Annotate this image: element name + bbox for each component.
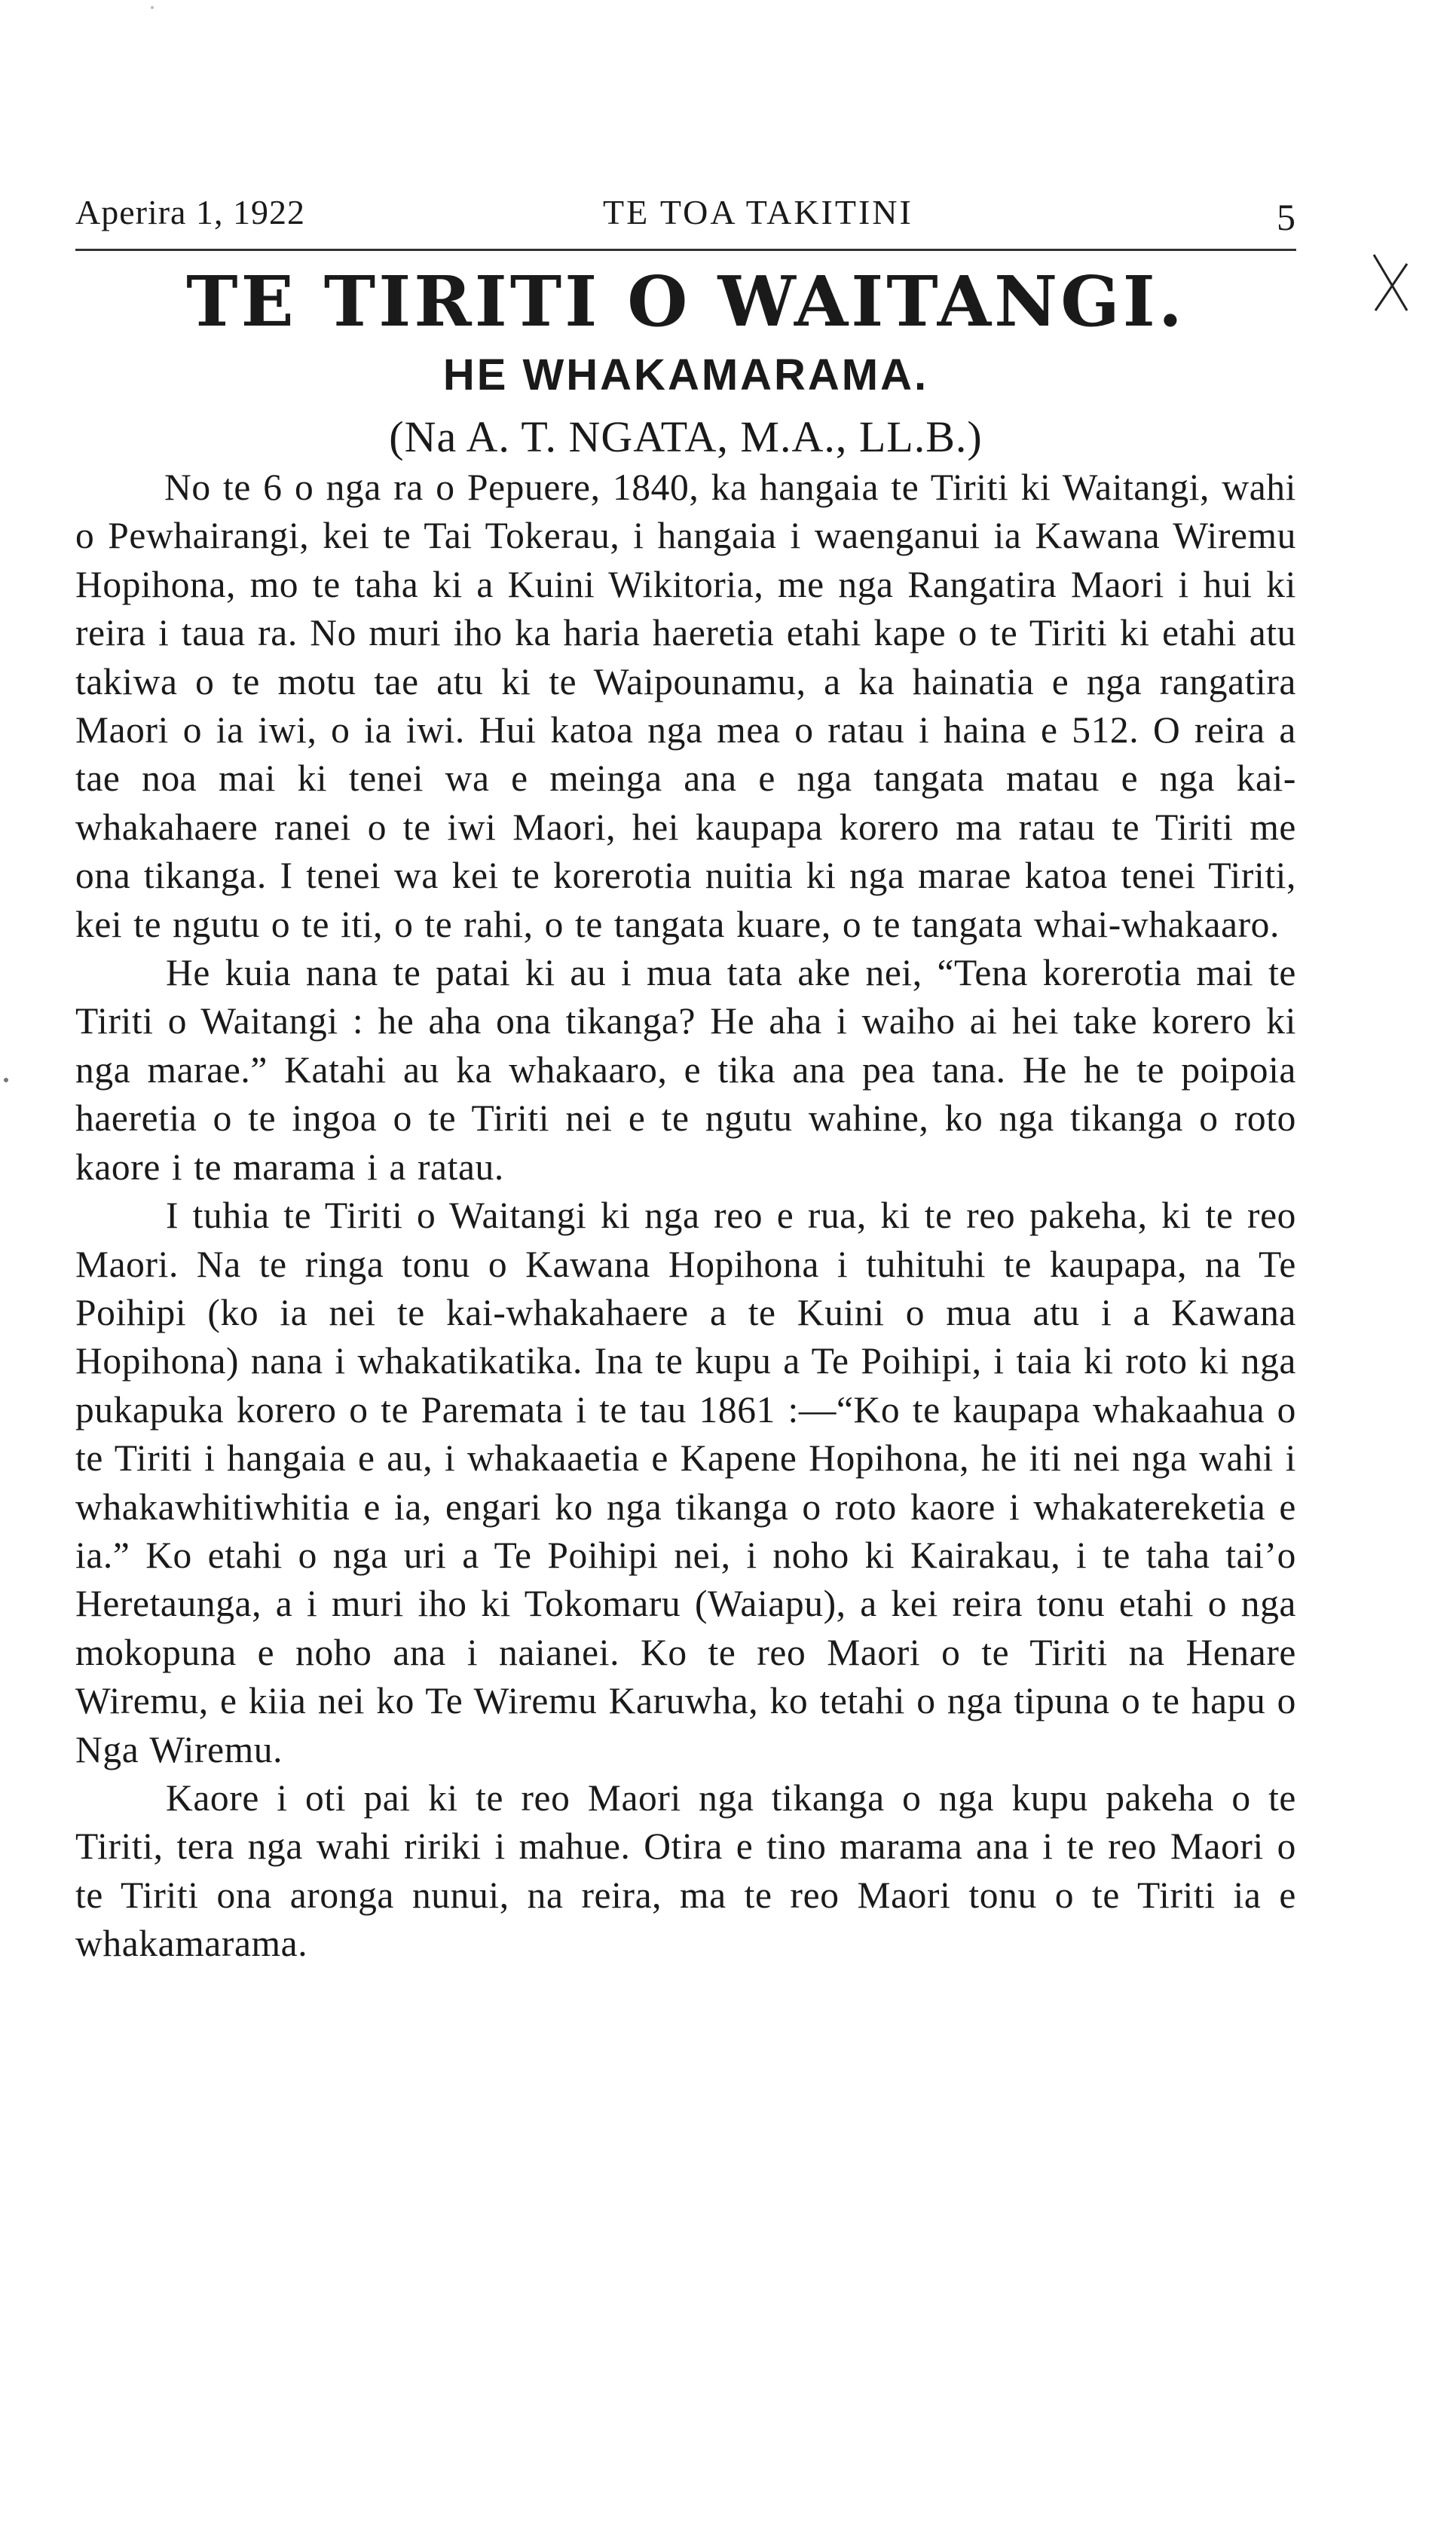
journal-title: TE TOA TAKITINI — [603, 193, 913, 231]
article-body — [75, 464, 1296, 1969]
page-number: 5 — [1277, 196, 1296, 238]
paragraph: I tuhia te Tiriti o Waitangi ki nga reo e rua, ki te reo pakeha, ki te reo Maori. Na te ringa tonu o Kawana Hopihona i tuhituhi te kaupapa, na Te Poihipi (ko ia nei te kai-whakahaere a te Kuini o mua atu i a Kawana Hopihona) nana i whakatikatika. Ina te kupu a Te Poihipi, i taia ki roto ki nga pukapuka korero o te Paremata i te tau 1861 :—“Ko te kaupapa whakaahua o te Tiriti i hangaia e au, i whakaaetia e Kapene Hopihona, he iti nei nga wahi i whakawhitiwhitia e ia, engari ko nga tikanga o roto kaore i whakatereketia e ia.” Ko etahi o nga uri a Te Poihipi nei, i noho ki Kairakau, i te taha tai’o Heretaunga, a i muri iho ki Tokomaru (Waiapu), a kei reira tonu etahi o nga mokopuna e noho ana i naianei. Ko te reo Maori o te Tiriti na Henare Wiremu, e kiia nei ko Te Wiremu Karuwha, ko tetahi o nga tipuna o te hapu o Nga Wiremu. — [75, 1195, 1296, 1770]
article-author: (Na A. T. NGATA, M.A., LL.B.) — [389, 412, 983, 461]
paragraph: He kuia nana te patai ki au i mua tata ake nei, “Tena korerotia mai te Tiriti o Waitangi : he aha ona tikanga? He aha i waiho ai hei take korero ki nga marae.” Katahi au ka whakaaro, e tika ana pea tana. He he te poipoia haeretia o te ingoa o te Tiriti nei e te ngutu wahine, ko nga tikanga o roto kaore i te marama i a ratau. — [75, 952, 1296, 1188]
paragraph: Kaore i oti pai ki te reo Maori nga tikanga o nga kupu pakeha o te Tiriti, tera nga wahi ririki i mahue. Otira e tino marama ana i te reo Maori o te Tiriti ona aronga nunui, na reira, ma te reo Maori tonu o te Tiriti ia e whakamarama. — [75, 1776, 1296, 1965]
scan-speck — [151, 6, 154, 9]
issue-date: Aperira 1, 1922 — [75, 193, 305, 231]
margin-x-mark-icon — [1368, 249, 1413, 317]
running-header — [75, 192, 1296, 245]
article-subtitle: HE WHAKAMARAMA. — [442, 350, 929, 399]
paragraph: No te 6 o nga ra o Pepuere, 1840, ka hangaia te Tiriti ki Waitangi, wahi o Pewhairangi, kei te Tai Tokerau, i hangaia i waenganui ia Kawana Wiremu Hopihona, mo te taha ki a Kuini Wikitoria, me nga Rangatira Maori i hui ki reira i taua ra. No muri iho ka haria haeretia etahi kape o te Tiriti ki etahi atu takiwa o te motu tae atu ki te Waipounamu, a ka hainatia e nga rangatira Maori o ia iwi, o ia iwi. Hui katoa nga mea o ratau i haina e 512. O reira a tae noa mai ki tenei wa e meinga ana e nga tangata matau e nga kai-whakahaere ranei o te iwi Maori, hei kaupapa korero ma ratau te Tiriti me ona tikanga. I tenei wa kei te korerotia nuitia ki nga marae katoa tenei Tiriti, kei te ngutu o te iti, o te rahi, o te tangata kuare, o te tangata whai-whakaaro. — [75, 467, 1296, 945]
header-rule — [75, 249, 1296, 251]
margin-dot — [4, 1078, 8, 1082]
article-title: TE TIRITI O WAITANGI. — [186, 261, 1185, 342]
